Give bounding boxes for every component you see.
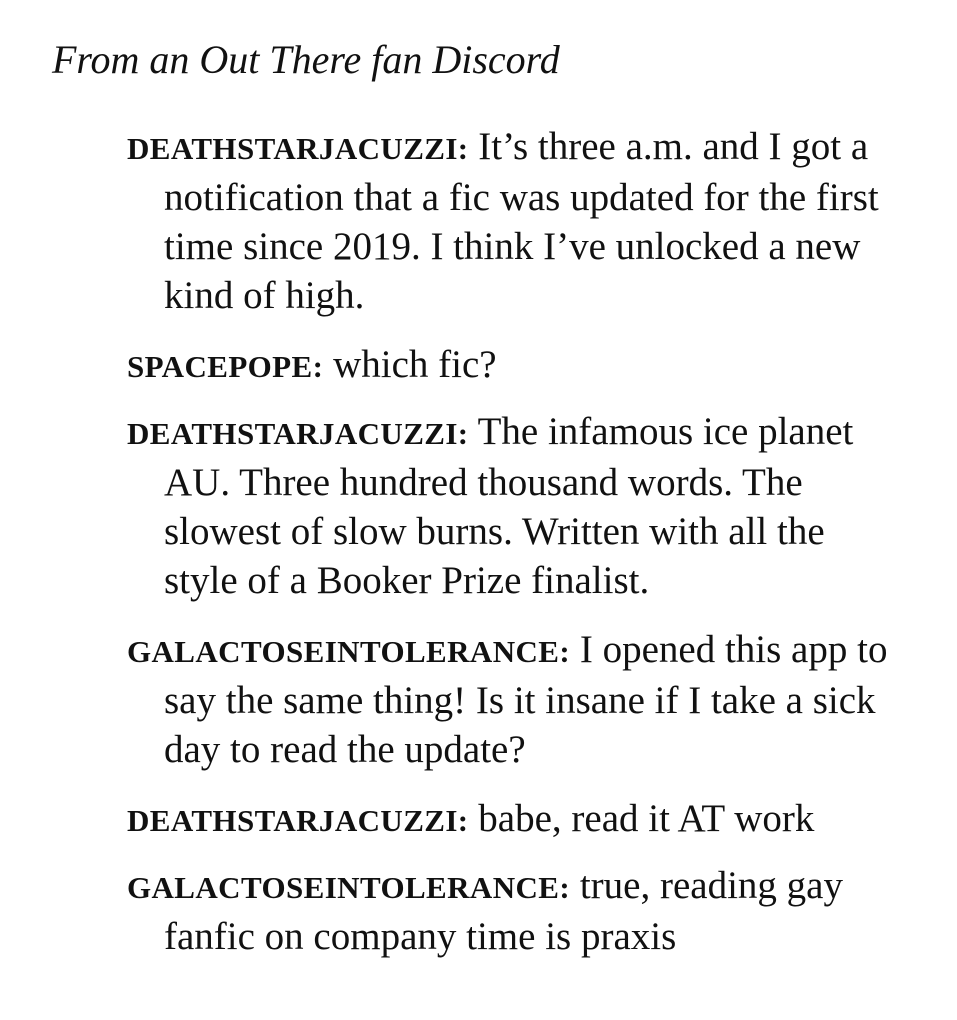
chat-message	[127, 794, 917, 845]
chat-message	[127, 340, 917, 391]
username: DEATHSTARJACUZZI:	[127, 131, 469, 166]
username: DEATHSTARJACUZZI:	[127, 803, 469, 838]
username: GALACTOSEINTOLERANCE:	[127, 870, 571, 905]
chat-message	[127, 122, 917, 320]
message-text: true, reading gay fanfic on company time is praxis	[164, 864, 843, 958]
chat-message	[127, 861, 917, 961]
message-text: I opened this app to say the same thing! Is it insane if I take a sick day to read the update?	[164, 628, 888, 771]
message-text: babe, read it AT work	[478, 797, 815, 840]
message-text: It’s three a.m. and I got a notification that a fic was updated for the first time since 2019. I think I’ve unlocked a new kind of high.	[164, 125, 879, 317]
chat-transcript	[127, 122, 917, 981]
message-text: which fic?	[333, 343, 497, 386]
username: GALACTOSEINTOLERANCE:	[127, 634, 571, 669]
username: SPACEPOPE:	[127, 349, 324, 384]
source-caption: From an Out There fan Discord	[52, 37, 560, 82]
username: DEATHSTARJACUZZI:	[127, 416, 469, 451]
message-text: The infamous ice planet AU. Three hundred thousand words. The slowest of slow burns. Written with all the style of a Booker Prize finalist.	[164, 410, 854, 602]
chat-message	[127, 407, 864, 605]
chat-message	[127, 625, 934, 774]
